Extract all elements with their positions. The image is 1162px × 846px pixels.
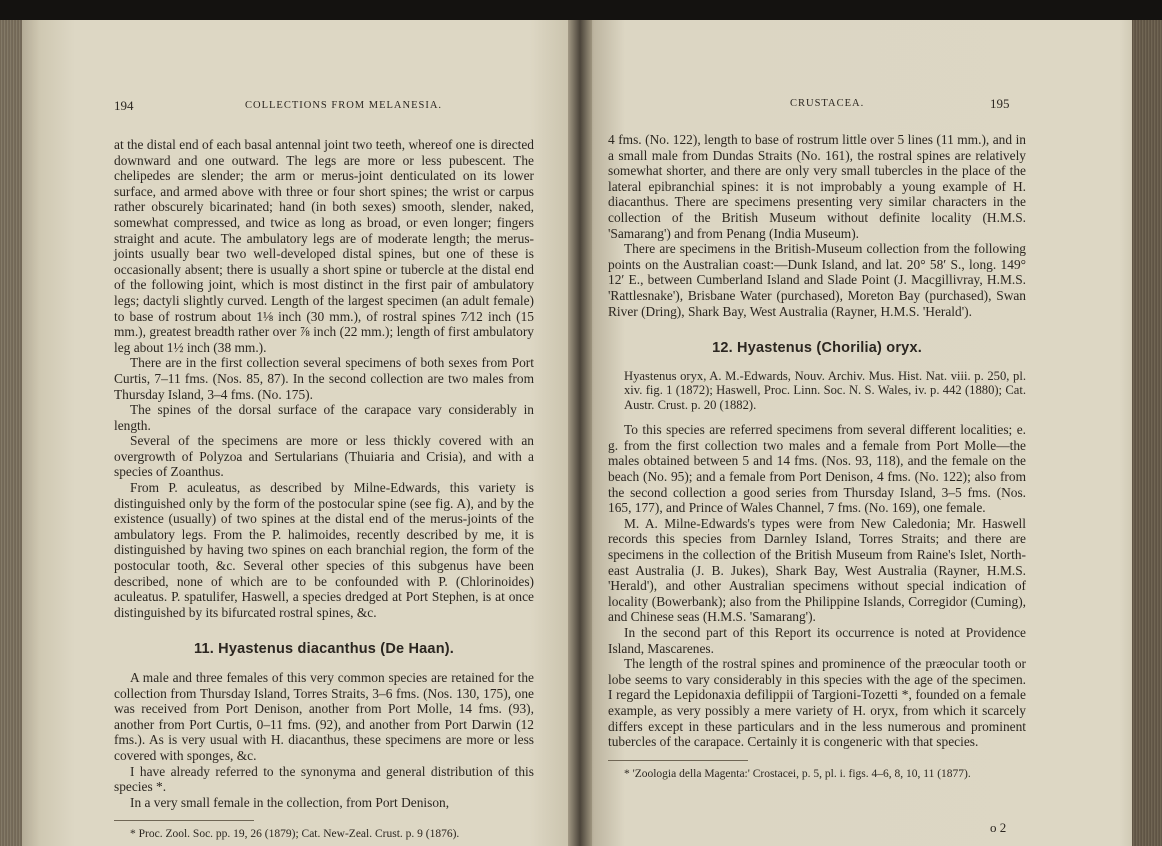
paragraph: I have already referred to the synonyma and general distribution of this species *. — [114, 763, 534, 795]
paragraph: From P. aculeatus, as described by Milne-Edwards, this variety is distinguished only by the form of the postocular spine (see fig. A), and by the existence (usually) of two spines at the distal end of the merus-joints of the ambulatory legs. From the P. halimoides, recently described by me, it is distinguished by having two spines on each branchial region, the form of the postocular tooth, &c. Several other species of this subgenus have been described, none of which are to be confounded with P. (Chlorinoides) aculeatus. P. spatulifer, Haswell, a species dredged at Port Stephen, is at once distinguished by its bifurcated rostral spines, &c. — [114, 480, 534, 620]
page-number-left: 194 — [114, 98, 134, 113]
footnote-rule — [114, 820, 254, 821]
paragraph: Several of the specimens are more or less thickly covered with an overgrowth of Polyzoa and Sertularians (Thuiaria and Crisia), and with a species of Zoanthus. — [114, 433, 534, 480]
right-text-block — [608, 132, 1026, 781]
paragraph: In a very small female in the collection, from Port Denison, — [130, 794, 450, 810]
running-head-left: COLLECTIONS FROM MELANESIA. — [245, 100, 443, 111]
footnote-rule — [608, 760, 748, 761]
paragraph: 4 fms. (No. 122), length to base of rostrum little over 5 lines (11 mm.), and in a small male from Dundas Straits (No. 161), the rostral spines are relatively somewhat shorter, and there are only very small tubercles in the place of the lateral epibranchial spines: it is not improbably a young example of H. diacanthus. There are specimens presenting very similar characters in the collection of the British Museum without definite locality (H.M.S. 'Samarang') and from Penang (India Museum). — [608, 132, 1026, 241]
footnote-left: * Proc. Zool. Soc. pp. 19, 26 (1879); Cat. New-Zeal. Crust. p. 9 (1876). — [130, 828, 460, 841]
paragraph: The spines of the dorsal surface of the carapace vary considerably in length. — [114, 402, 534, 433]
page-number-right: 195 — [990, 96, 1010, 111]
left-page — [0, 20, 580, 846]
paragraph: M. A. Milne-Edwards's types were from New Caledonia; Mr. Haswell records this species from Darnley Island, Torres Straits; and there are specimens in the collection of the British Museum from Raine's Islet, North-east Australia (J. B. Jukes), Shark Bay, West Australia (Rayner, H.M.S. 'Herald'), and other Australian specimens without special indication of locality (Bowerbank); also from the Philippine Islands, Corregidor (Cuming), and Chinese seas (H.M.S. 'Samarang'). — [608, 515, 1026, 625]
running-head-right: CRUSTACEA. — [790, 98, 865, 109]
signature-mark: o 2 — [990, 820, 1007, 835]
footnote-right: * 'Zoologia della Magenta:' Crostacei, p. 5, pl. i. figs. 4–6, 8, 10, 11 (1877). — [624, 767, 971, 780]
paragraph: A male and three females of this very common species are retained for the collection from Thursday Island, Torres Straits, 3–6 fms. (Nos. 130, 175), one was received from Port Denison, another from Port Molle, 14 fms. (93), another from Port Curtis, 0–11 fms. (92), and another from Port Darwin (12 fms.). As is very usual with H. diacanthus, these specimens are more or less covered with sponges, &c. — [114, 670, 534, 763]
paragraph: There are specimens in the British-Museum collection from the following points on the Australian coast:—Dunk Island, and lat. 20° 58′ S., long. 149° 12′ E., between Cumberland Island and Slade Point (J. Macgillivray, H.M.S. 'Rattlesnake'), Brisbane Water (purchased), Moreton Bay (purchased), Swan River (Dring), Shark Bay, West Australia (Rayner, H.M.S. 'Herald'). — [608, 241, 1026, 319]
synonymy: Hyastenus oryx, A. M.-Edwards, Nouv. Archiv. Mus. Hist. Nat. viii. p. 250, pl. xiv. fig. 1 (1872); Haswell, Proc. Linn. Soc. N. S. Wales, iv. p. 442 (1880); Cat. Austr. Crust. p. 20 (1882). — [624, 368, 1026, 412]
section-heading-12: 12. Hyastenus (Chorilia) oryx. — [712, 340, 922, 357]
paragraph: The length of the rostral spines and prominence of the præocular tooth or lobe seems to vary considerably in this species with the age of the specimen. I regard the Lepidonaxia defilippii of Targioni-Tozetti *, founded on a female example, as very possibly a mere variety of H. oryx, from which it scarcely differs except in these particulars and in the less numerous and prominent tubercles of the carapace. Certainly it is congeneric with that species. — [608, 656, 1026, 750]
left-text-block — [114, 137, 534, 841]
section-heading-11: 11. Hyastenus diacanthus (De Haan). — [193, 641, 455, 658]
page-edges-right — [1132, 20, 1162, 846]
paragraph: at the distal end of each basal antennal joint two teeth, whereof one is directed downward and one outward. The legs are more or less pubescent. The chelipedes are slender; the arm or merus-joint denticulated on its lower surface, and armed above with three or four short spines; the wrist or carpus rather obscurely bicarinated; hand (in both sexes) smooth, slender, naked, somewhat compressed, and twice as long as broad, or even longer; fingers straight and acute. The ambulatory legs are of moderate length; the merus-joints usually bear two well-developed distal spines, but one of these is occasionally absent; there is usually a short spine or tubercle at the distal end of the following joint, which is most distinct in the first pair of ambulatory legs; dactyli slightly curved. Length of the largest specimen (an adult female) to base of rostrum about 1⅛ inch (30 mm.), of rostral spines 7⁄12 inch (15 mm.), greatest breadth rather over ⅞ inch (22 mm.); length of first ambulatory leg about 1½ inch (38 mm.). — [114, 137, 534, 355]
paragraph: In the second part of this Report its occurrence is noted at Providence Island, Mascarenes. — [608, 624, 1026, 656]
right-page — [580, 20, 1162, 846]
paragraph: There are in the first collection several specimens of both sexes from Port Curtis, 7–11 fms. (Nos. 85, 87). In the second collection are two males from Thursday Island, 3–4 fms. (No. 175). — [114, 355, 534, 402]
page-edges-left — [0, 20, 22, 846]
paragraph: To this species are referred specimens from several different localities; e. g. from the first collection two males and a female from Port Molle—the males obtained between 5 and 14 fms. (Nos. 93, 118), and the female on the beach (No. 95); and a female from Port Denison, 4 fms. (No. 122); also from the second collection a good series from Thursday Island, 3–5 fms. (Nos. 165, 177), and Prince of Wales Channel, 7 fms. (No. 169), one female. — [608, 422, 1026, 516]
book-gutter — [568, 20, 592, 846]
